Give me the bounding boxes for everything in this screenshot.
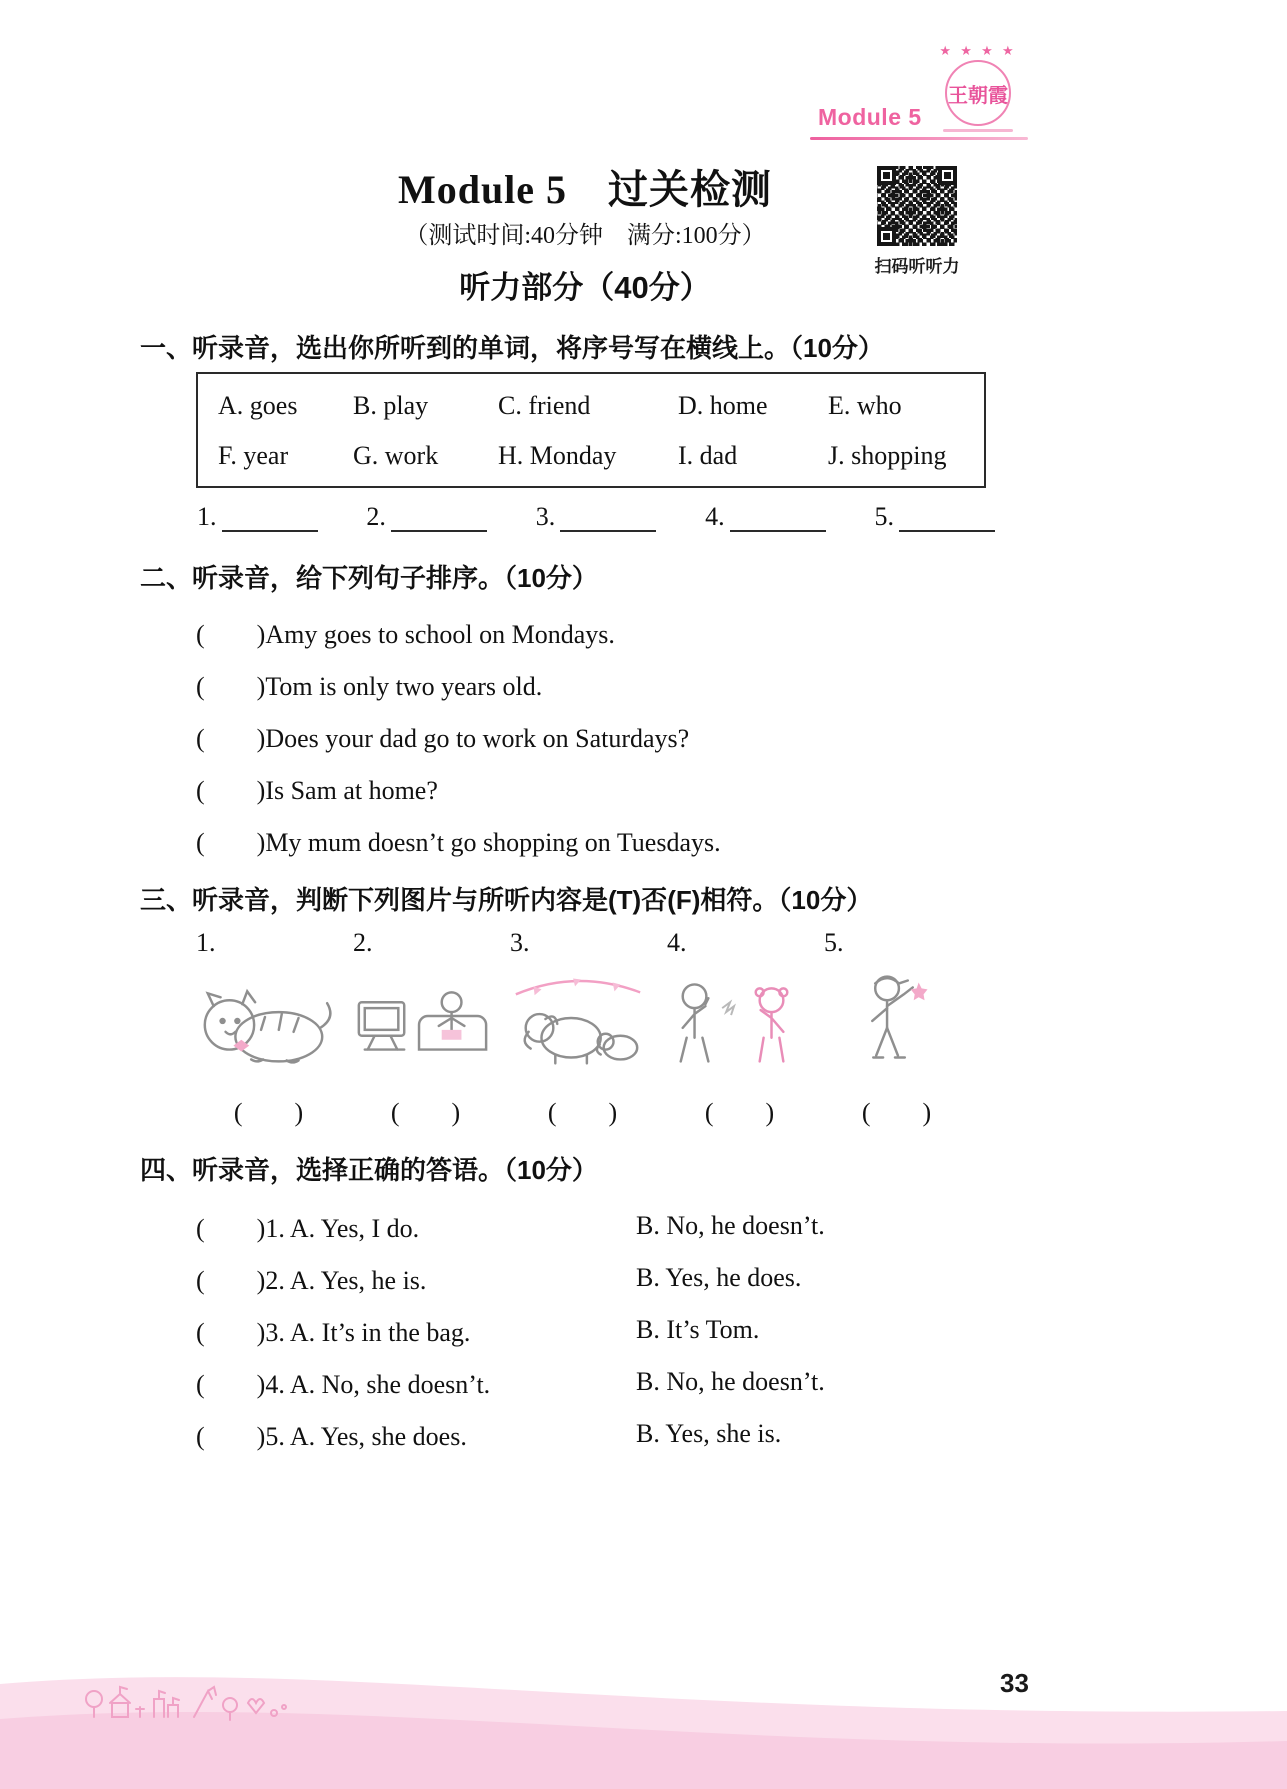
tiger-image <box>190 962 338 1074</box>
picture-item-3 <box>504 928 661 1129</box>
choice-b: B. No, he doesn’t. <box>636 1367 825 1396</box>
phone-call-image <box>661 962 809 1074</box>
word-bank <box>196 372 986 488</box>
blank-line <box>730 504 826 532</box>
answer-blanks-row <box>197 502 995 532</box>
answer-blank <box>197 502 318 532</box>
footer-doodles <box>82 1665 292 1723</box>
section2-heading: 二、听录音，给下列句子排序。（10分） <box>140 563 598 593</box>
stamp-stars-icon: ★ ★ ★ ★ <box>939 43 1017 58</box>
choice-b: B. Yes, she is. <box>636 1419 782 1448</box>
elephants-image <box>504 962 652 1074</box>
blank-line <box>899 504 995 532</box>
module-tag: Module 5 <box>818 104 922 130</box>
answer-choice-row <box>196 1356 1076 1408</box>
tf-blank: ( ) <box>547 1098 618 1127</box>
section3-pictures <box>190 928 975 1129</box>
answer-choice-row <box>196 1200 1076 1252</box>
tf-blank: ( ) <box>861 1098 932 1127</box>
boy-playing-image <box>818 962 966 1074</box>
section4-answers <box>196 1200 1076 1460</box>
blank-line <box>391 504 487 532</box>
sentence-item: ( )Is Sam at home? <box>196 775 438 805</box>
answer-choice-row <box>196 1304 1076 1356</box>
section1-heading: 一、听录音，选出你所听到的单词，将序号写在横线上。（10分） <box>140 333 884 363</box>
listening-part-heading: 听力部分（40分） <box>459 270 711 305</box>
blank-number: 2. <box>366 502 386 531</box>
blank-number: 1. <box>197 502 217 531</box>
choice-a: ( )5. A. Yes, she does. <box>196 1421 467 1451</box>
sentence-item: ( )Amy goes to school on Mondays. <box>196 619 615 649</box>
picture-number: 5. <box>824 928 844 957</box>
picture-number: 2. <box>353 928 373 957</box>
picture-item-4 <box>661 928 818 1129</box>
word-option: A. goes <box>218 391 298 420</box>
section4-heading: 四、听录音，选择正确的答语。（10分） <box>140 1155 598 1185</box>
blank-number: 5. <box>874 502 894 531</box>
word-bank-row <box>218 391 964 421</box>
answer-choice-row <box>196 1408 1076 1460</box>
picture-number: 4. <box>667 928 687 957</box>
word-option: H. Monday <box>498 441 617 470</box>
word-bank-row <box>218 441 964 471</box>
picture-item-2 <box>347 928 504 1129</box>
page-title: Module 5 过关检测 <box>397 167 773 212</box>
stamp-ribbon <box>943 129 1013 132</box>
answer-blank <box>366 502 487 532</box>
blank-line <box>560 504 656 532</box>
tf-blank: ( ) <box>233 1098 304 1127</box>
brand-stamp <box>928 44 1028 132</box>
choice-b: B. It’s Tom. <box>636 1315 760 1344</box>
tf-blank: ( ) <box>704 1098 775 1127</box>
answer-blank <box>536 502 657 532</box>
tf-blank: ( ) <box>390 1098 461 1127</box>
sentence-item: ( )Does your dad go to work on Saturdays? <box>196 723 690 753</box>
choice-a: ( )3. A. It’s in the bag. <box>196 1317 471 1347</box>
page-subtitle: （测试时间:40分钟 满分:100分） <box>404 223 766 249</box>
word-option: E. who <box>828 391 902 420</box>
page-number: 33 <box>1000 1668 1029 1698</box>
word-option: B. play <box>353 391 429 420</box>
choice-b: B. No, he doesn’t. <box>636 1211 825 1240</box>
word-option: I. dad <box>678 441 738 470</box>
word-option: F. year <box>218 441 289 470</box>
blank-number: 3. <box>535 502 556 531</box>
choice-b: B. Yes, he does. <box>636 1263 802 1292</box>
module-tag-underline <box>810 137 1028 140</box>
word-option: J. shopping <box>828 441 947 470</box>
picture-item-1 <box>190 928 347 1129</box>
answer-blank <box>705 502 826 532</box>
answer-choice-row <box>196 1252 1076 1304</box>
word-option: D. home <box>678 391 768 420</box>
word-option: C. friend <box>498 391 591 420</box>
blank-number: 4. <box>705 502 725 531</box>
picture-number: 1. <box>196 928 216 957</box>
sentence-item: ( )Tom is only two years old. <box>196 671 543 701</box>
picture-number: 3. <box>510 928 530 957</box>
choice-a: ( )4. A. No, she doesn’t. <box>196 1369 491 1399</box>
section2-sentences <box>196 606 1076 866</box>
picture-item-5 <box>818 928 975 1129</box>
watching-tv-image <box>347 962 495 1074</box>
blank-line <box>222 504 318 532</box>
sentence-item: ( )My mum doesn’t go shopping on Tuesdays. <box>196 827 721 857</box>
section3-heading: 三、听录音，判断下列图片与所听内容是(T)否(F)相符。（10分） <box>140 885 873 915</box>
choice-a: ( )1. A. Yes, I do. <box>196 1213 420 1243</box>
choice-a: ( )2. A. Yes, he is. <box>196 1265 427 1295</box>
qr-caption: 扫码听听力 <box>874 257 960 276</box>
stamp-brand-text: 王朝霞 <box>945 60 1011 126</box>
word-option: G. work <box>353 441 439 470</box>
answer-blank <box>875 502 996 532</box>
